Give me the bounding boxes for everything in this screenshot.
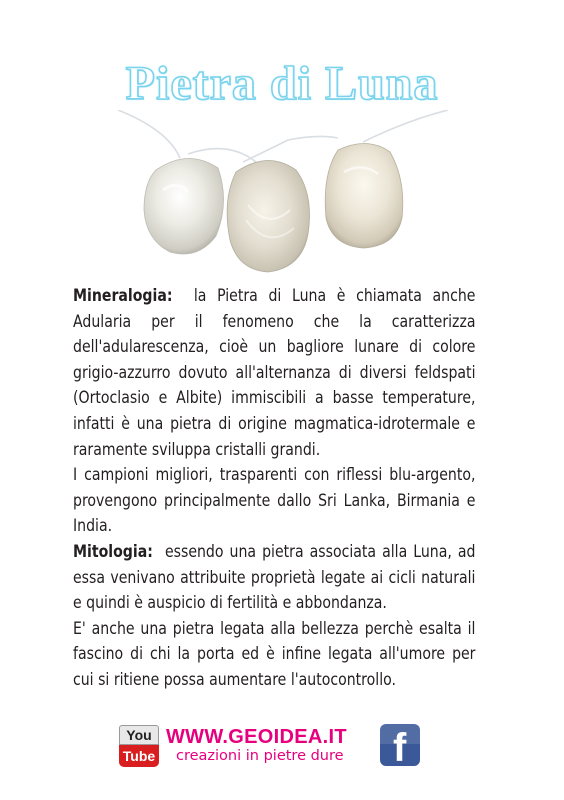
paragraph-campioni: I campioni migliori, trasparenti con riflessi blu-argento, provengono principalmente dallo Sri Lanka, Birmania e India. xyxy=(73,465,476,536)
tagline: creazioni in pietre dure xyxy=(176,748,344,764)
footer xyxy=(0,718,564,778)
facebook-glyph: f xyxy=(393,726,407,766)
cord xyxy=(118,110,180,158)
label-mineralogia: Mineralogia: xyxy=(73,286,173,305)
page-title: Pietra di Luna xyxy=(125,57,439,110)
moonstone-pendants-image xyxy=(118,110,448,295)
paragraph-mineralogia xyxy=(73,283,475,462)
stone xyxy=(144,158,224,254)
description xyxy=(73,283,475,693)
text-mitologia: essendo una pietra associata alla Luna, ad essa venivano attribuite proprietà legate ai cicli naturali e quindi è auspicio di fertilità e abbondanza. xyxy=(73,541,476,613)
paragraph-mitologia xyxy=(73,539,475,616)
stone xyxy=(227,160,309,272)
cord xyxy=(243,136,338,162)
youtube-icon-top: You xyxy=(119,725,159,745)
facebook-icon[interactable] xyxy=(380,724,420,766)
website-link[interactable]: WWW.GEOIDEA.IT xyxy=(166,726,347,748)
cord xyxy=(363,110,448,142)
paragraph-bellezza: E' anche una pietra legata alla bellezza perchè esalta il fascino di chi la porta ed è infine legata all'umore per cui si ritiene possa aumentare l'autocontrollo. xyxy=(73,618,476,689)
stone xyxy=(325,143,403,248)
youtube-icon[interactable] xyxy=(119,725,159,769)
label-mitologia: Mitologia: xyxy=(73,541,153,561)
text-mineralogia: la Pietra di Luna è chiamata anche Adularia per il fenomeno che la caratterizza dell'adularescenza, cioè un bagliore lunare di colore grigio-azzurro dovuto all'alternanza di diversi feldspati (Ortoclasio e Albite) immiscibili a basse temperature, infatti è una pietra di origine magmatica-idrotermale e raramente sviluppa cristalli grandi. xyxy=(73,286,476,459)
youtube-icon-bottom: Tube xyxy=(119,745,159,767)
